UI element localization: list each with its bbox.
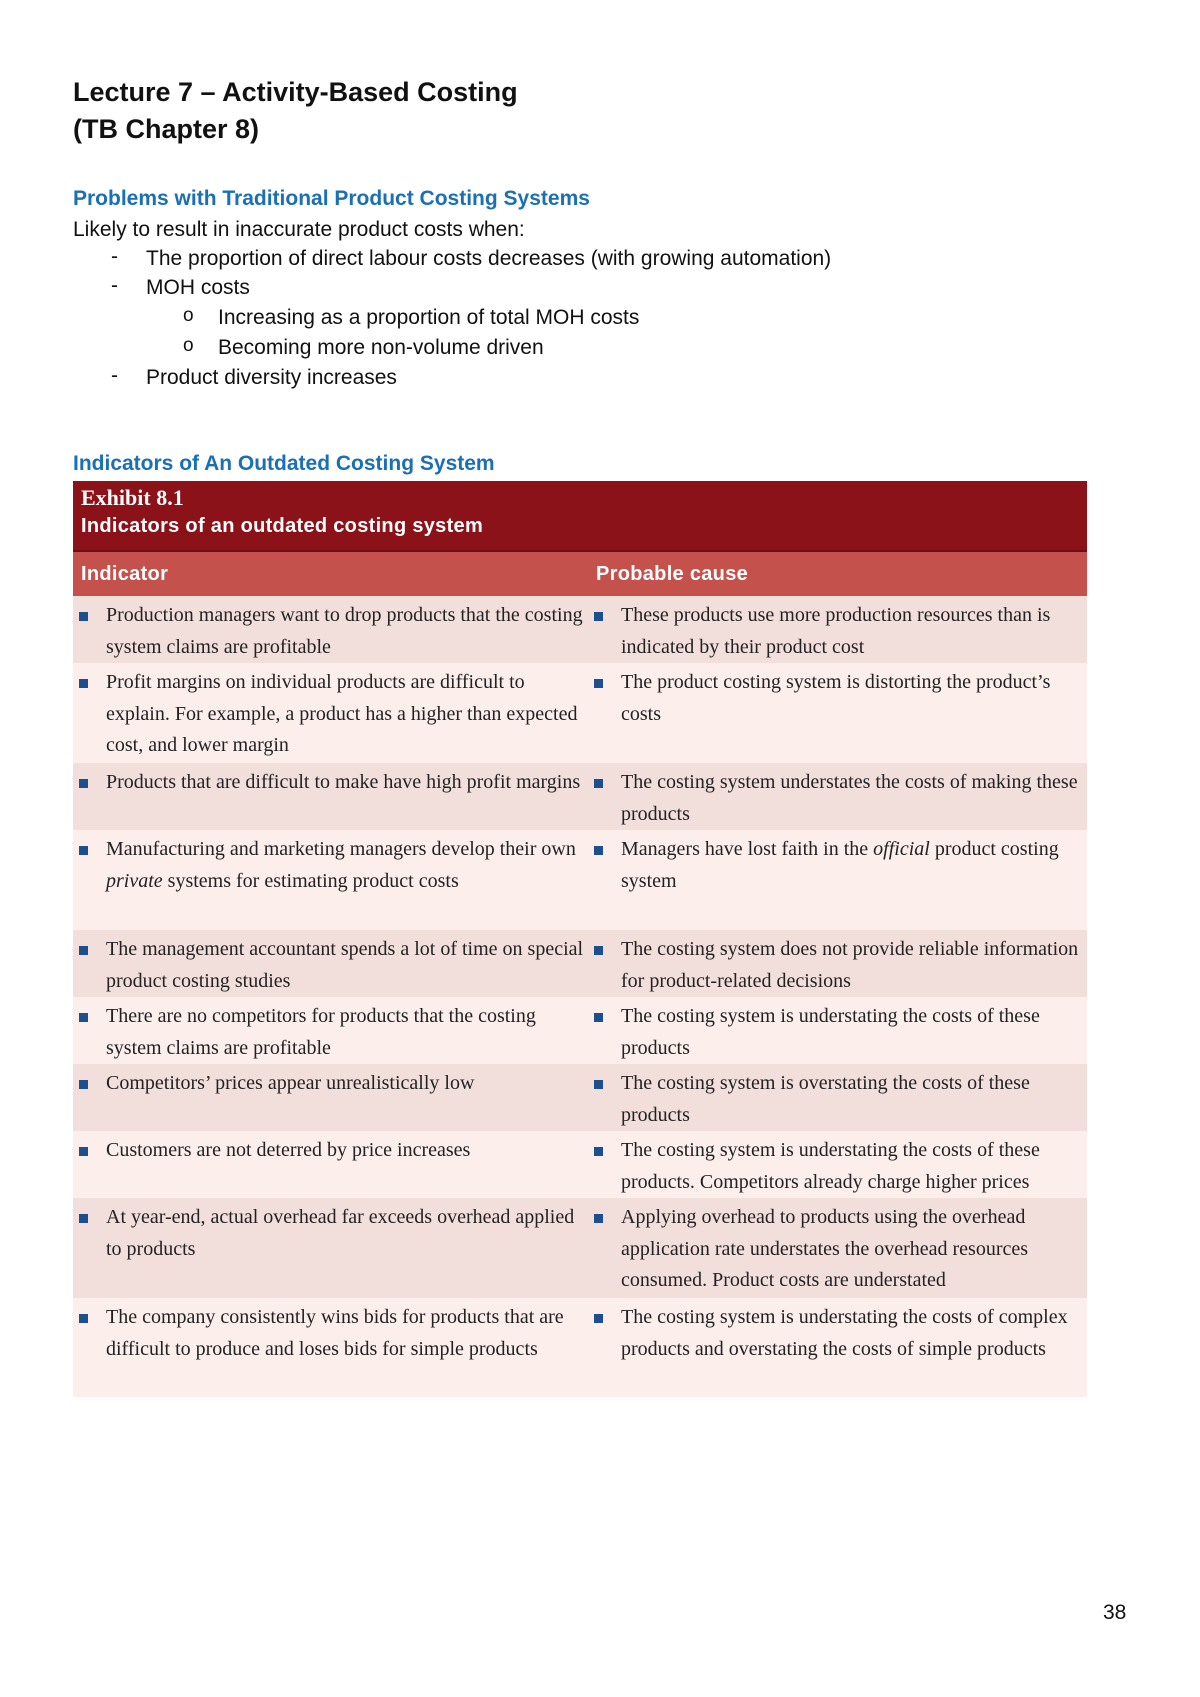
- dash-bullet-marker: -: [111, 364, 118, 387]
- indicator-text: Competitors’ prices appear unrealistically low: [106, 1072, 475, 1094]
- exhibit-header: [73, 481, 1087, 552]
- bullet-square-icon: [594, 1147, 603, 1156]
- bullet-square-icon: [79, 1080, 88, 1089]
- bullet-moh-costs: MOH costs: [146, 276, 250, 299]
- bullet-product-diversity: Product diversity increases: [146, 366, 397, 389]
- section-heading-indicators: Indicators of An Outdated Costing System: [73, 452, 495, 475]
- cause-cell: [588, 667, 1087, 763]
- cause-cell: [588, 834, 1087, 930]
- bullet-square-icon: [79, 612, 88, 621]
- indicator-cell: [73, 600, 588, 663]
- dash-bullet-marker: -: [111, 245, 118, 268]
- circle-bullet-marker: o: [183, 335, 194, 356]
- exhibit-title: Indicators of an outdated costing system: [81, 515, 484, 537]
- indicator-text: At year-end, actual overhead far exceeds overhead applied to products: [106, 1206, 575, 1260]
- bullet-square-icon: [79, 779, 88, 788]
- cause-text: The costing system does not provide reliable information for product-related decisions: [621, 938, 1079, 992]
- column-header-cause: Probable cause: [596, 562, 749, 585]
- column-header-indicator: Indicator: [81, 562, 169, 585]
- cause-cell: [588, 1001, 1087, 1064]
- cause-cell: [588, 600, 1087, 663]
- indicator-cell: [73, 1135, 588, 1198]
- indicator-cell: [73, 667, 588, 763]
- cause-text: These products use more production resources than is indicated by their product cost: [621, 604, 1051, 658]
- circle-bullet-marker: o: [183, 305, 194, 326]
- exhibit-number: Exhibit 8.1: [81, 485, 184, 510]
- cause-text: Applying overhead to products using the overhead application rate understates the overhead resources consumed. Product costs are understated: [621, 1206, 1029, 1291]
- sub-bullet-non-volume: Becoming more non-volume driven: [218, 336, 544, 359]
- bullet-square-icon: [594, 1314, 603, 1323]
- bullet-square-icon: [79, 1147, 88, 1156]
- indicator-cell: [73, 1001, 588, 1064]
- bullet-square-icon: [79, 679, 88, 688]
- table-row: [73, 1298, 1087, 1397]
- table-row: [73, 997, 1087, 1064]
- indicator-cell: [73, 1068, 588, 1131]
- title-line-2: (TB Chapter 8): [73, 114, 260, 144]
- bullet-square-icon: [594, 679, 603, 688]
- column-header-row: [73, 552, 1087, 596]
- table-row: [73, 596, 1087, 663]
- cause-text: Managers have lost faith in the official product costing system: [621, 838, 1059, 892]
- table-row: [73, 1198, 1087, 1298]
- indicator-cell: [73, 834, 588, 930]
- indicator-cell: [73, 767, 588, 830]
- cause-cell: [588, 934, 1087, 997]
- indicator-cell: [73, 1302, 588, 1397]
- indicator-text: Customers are not deterred by price increases: [106, 1139, 471, 1161]
- indicator-cell: [73, 1202, 588, 1298]
- table-row: [73, 1131, 1087, 1198]
- section-heading-problems: Problems with Traditional Product Costing Systems: [73, 187, 590, 210]
- table-row: [73, 763, 1087, 830]
- page-title: [73, 74, 518, 148]
- bullet-square-icon: [594, 846, 603, 855]
- exhibit-body: [73, 596, 1087, 1397]
- indicator-text: Production managers want to drop products that the costing system claims are profitable: [106, 604, 583, 658]
- cause-text: The costing system understates the costs of making these products: [621, 771, 1078, 825]
- dash-bullet-marker: -: [111, 274, 118, 297]
- cause-cell: [588, 1302, 1087, 1397]
- bullet-square-icon: [79, 846, 88, 855]
- bullet-square-icon: [79, 1013, 88, 1022]
- cause-text: The costing system is overstating the costs of these products: [621, 1072, 1030, 1126]
- bullet-square-icon: [79, 946, 88, 955]
- bullet-square-icon: [594, 1080, 603, 1089]
- indicator-text: There are no competitors for products that the costing system claims are profitable: [106, 1005, 536, 1059]
- indicator-text: Profit margins on individual products are difficult to explain. For example, a product has a higher than expected cost, and lower margin: [106, 671, 578, 756]
- bullet-direct-labour: The proportion of direct labour costs decreases (with growing automation): [146, 247, 832, 270]
- cause-cell: [588, 1202, 1087, 1298]
- page-number: 38: [1103, 1601, 1127, 1624]
- cause-cell: [588, 767, 1087, 830]
- bullet-square-icon: [79, 1214, 88, 1223]
- sub-bullet-increasing: Increasing as a proportion of total MOH costs: [218, 306, 640, 329]
- cause-text: The costing system is understating the costs of these products. Competitors already charge higher prices: [621, 1139, 1040, 1193]
- bullet-square-icon: [594, 1214, 603, 1223]
- table-row: [73, 830, 1087, 930]
- table-row: [73, 930, 1087, 997]
- cause-text: The product costing system is distorting the product’s costs: [621, 671, 1051, 725]
- indicator-text: Manufacturing and marketing managers develop their own private systems for estimating product costs: [106, 838, 576, 892]
- cause-cell: [588, 1068, 1087, 1131]
- bullet-square-icon: [594, 1013, 603, 1022]
- bullet-square-icon: [594, 612, 603, 621]
- exhibit-table: [73, 481, 1087, 1397]
- bullet-square-icon: [594, 946, 603, 955]
- bullet-square-icon: [594, 779, 603, 788]
- indicator-text: The company consistently wins bids for products that are difficult to produce and loses bids for simple products: [106, 1306, 564, 1360]
- cause-text: The costing system is understating the costs of complex products and overstating the costs of simple products: [621, 1306, 1068, 1360]
- bullet-square-icon: [79, 1314, 88, 1323]
- indicator-text: The management accountant spends a lot of time on special product costing studies: [106, 938, 584, 992]
- indicator-cell: [73, 934, 588, 997]
- title-line-1: Lecture 7 – Activity-Based Costing: [73, 77, 518, 107]
- table-row: [73, 1064, 1087, 1131]
- cause-text: The costing system is understating the costs of these products: [621, 1005, 1040, 1059]
- indicator-text: Products that are difficult to make have high profit margins: [106, 771, 581, 793]
- cause-cell: [588, 1135, 1087, 1198]
- table-row: [73, 663, 1087, 763]
- intro-text: Likely to result in inaccurate product costs when:: [73, 218, 525, 241]
